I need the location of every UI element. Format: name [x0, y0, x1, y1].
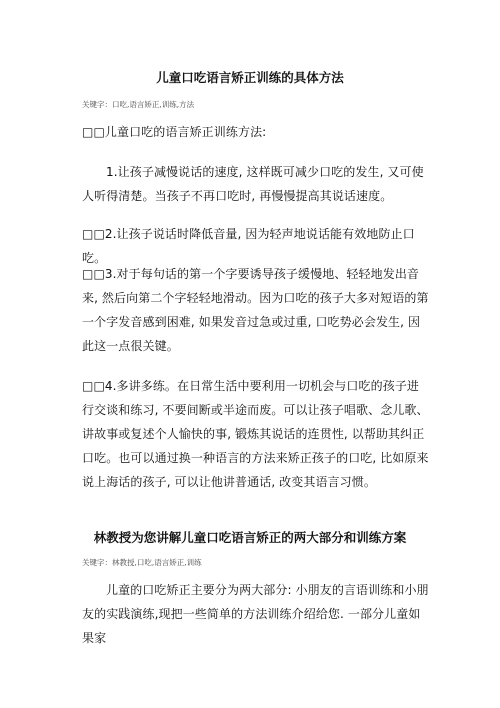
section-heading: □□儿童口吃的语言矫正训练方法:	[82, 125, 267, 139]
paragraph-2: □□2.让孩子说话时降低音量, 因为轻声地说话能有效地防止口吃。	[82, 227, 415, 265]
paragraph-1: 1.让孩子减慢说话的速度, 这样既可减少口吃的发生, 又可使人听得清楚。当孩子不再口吃时, 再慢慢提高其说话速度。	[82, 165, 424, 203]
second-keywords-line: 关键字：林教授,口吃,语言矫正,训练	[82, 558, 202, 567]
keywords-line: 关键字：口吃,语言矫正,训练,方法	[82, 100, 195, 109]
second-document-title: 林教授为您讲解儿童口吃语言矫正的两大部分和训练方案	[93, 530, 407, 545]
paragraph-4: □□4.多讲多练。在日常生活中要利用一切机会与口吃的孩子进行交谈和练习, 不要间断或半途而废。可以让孩子唱歌、念儿歌、讲故事或复述个人愉快的事, 锻炼其说话的连贯性, 以帮助其纠正口吃。也可以通过换一种语言的方法来矫正孩子的口吃, 比如原来说上海话的孩子, 可以让他讲普通话, 改变其语言习惯。	[82, 379, 429, 489]
document-title: 儿童口吃语言矫正训练的具体方法	[156, 70, 344, 85]
paragraph-3: □□3.对于每句话的第一个字要诱导孩子缓慢地、轻轻地发出音来, 然后向第二个字轻轻地滑动。因为口吃的孩子大多对短语的第一个字发音感到困难, 如果发音过急或过重, 口吃势必会发生, 因此这一点很关键。	[82, 267, 429, 353]
second-paragraph-1: 儿童的口吃矫正主要分为两大部分: 小朋友的言语训练和小朋友的实践演练,现把一些简单的方法训练介绍给您. 一部分儿童如果家	[82, 583, 429, 645]
